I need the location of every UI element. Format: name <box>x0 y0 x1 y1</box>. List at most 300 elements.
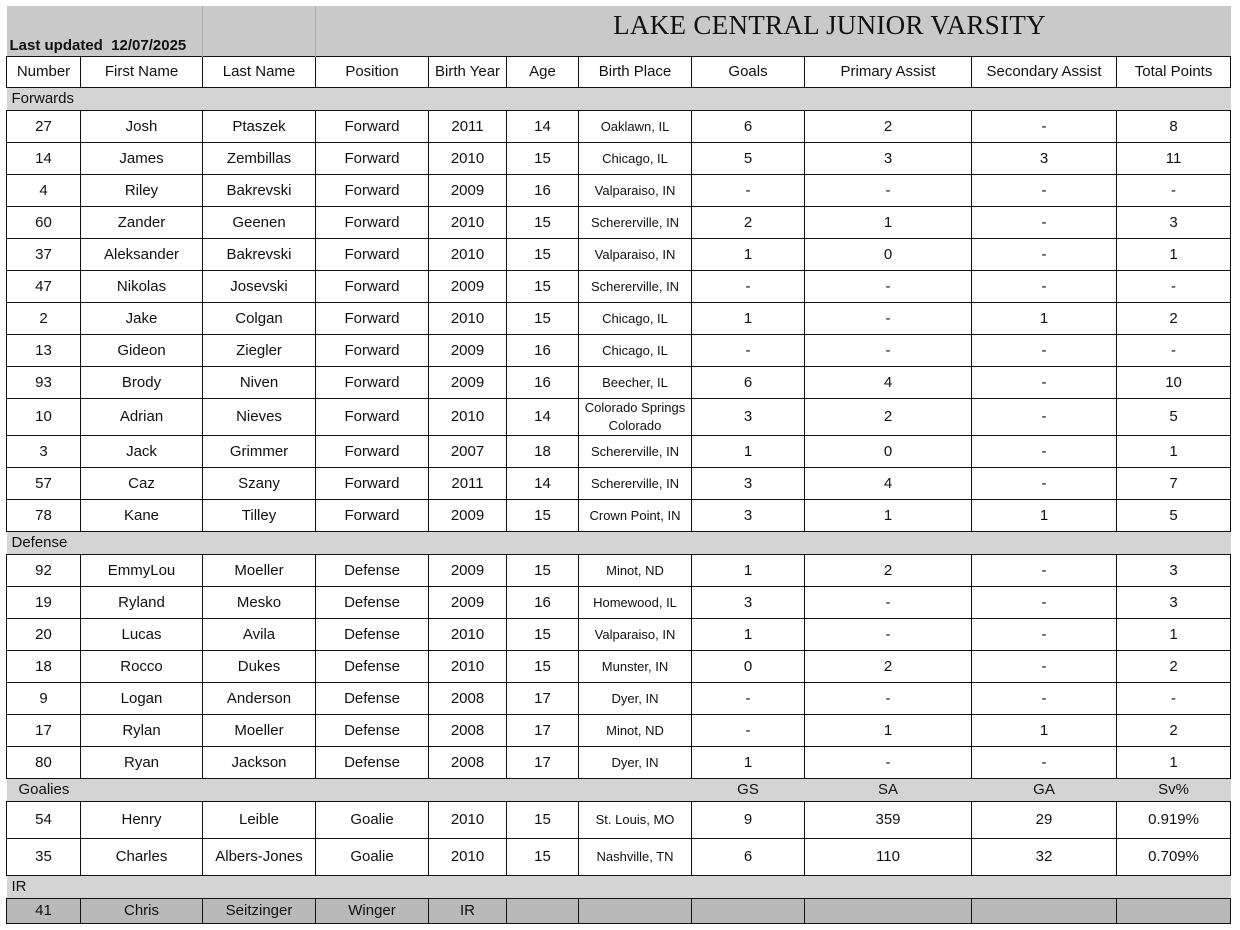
player-secondary-assist: 3 <box>972 142 1117 174</box>
player-goals: 3 <box>692 499 805 531</box>
player-birth-place: St. Louis, MO <box>579 801 692 838</box>
player-birth-place: Minot, ND <box>579 554 692 586</box>
player-birth-place: Beecher, IL <box>579 366 692 398</box>
table-row <box>7 270 1231 302</box>
player-position: Forward <box>316 110 429 142</box>
player-secondary-assist: - <box>972 682 1117 714</box>
player-number: 35 <box>7 838 81 875</box>
empty-cell <box>1117 898 1231 923</box>
empty-cell <box>507 898 579 923</box>
player-total-points: - <box>1117 334 1231 366</box>
player-number: 80 <box>7 746 81 778</box>
player-position: Defense <box>316 586 429 618</box>
player-goals: 2 <box>692 206 805 238</box>
player-last-name: Moeller <box>203 554 316 586</box>
player-number: 14 <box>7 142 81 174</box>
goalie-stat-header: GS <box>692 778 805 801</box>
column-header: First Name <box>81 56 203 87</box>
goalie-save-percentage: 0.709% <box>1117 838 1231 875</box>
page-title: LAKE CENTRAL JUNIOR VARSITY <box>429 6 1231 56</box>
player-birth-place: Crown Point, IN <box>579 499 692 531</box>
player-goals: 1 <box>692 746 805 778</box>
player-birth-place: Valparaiso, IN <box>579 618 692 650</box>
player-total-points: 3 <box>1117 206 1231 238</box>
player-first-name: Chris <box>81 898 203 923</box>
goalie-shots-against: 110 <box>805 838 972 875</box>
player-age: 15 <box>507 650 579 682</box>
table-row <box>7 898 1231 923</box>
player-last-name: Josevski <box>203 270 316 302</box>
player-birth-place: Dyer, IN <box>579 746 692 778</box>
player-secondary-assist: - <box>972 467 1117 499</box>
player-birth-year: 2007 <box>429 435 507 467</box>
column-header: Age <box>507 56 579 87</box>
player-last-name: Tilley <box>203 499 316 531</box>
player-birth-place: Schererville, IN <box>579 435 692 467</box>
player-birth-year: 2010 <box>429 206 507 238</box>
player-total-points: 5 <box>1117 499 1231 531</box>
player-birth-year: 2010 <box>429 650 507 682</box>
player-number: 92 <box>7 554 81 586</box>
player-secondary-assist: - <box>972 586 1117 618</box>
player-birth-place: Nashville, TN <box>579 838 692 875</box>
player-number: 37 <box>7 238 81 270</box>
goalie-games-started: 9 <box>692 801 805 838</box>
player-age: 16 <box>507 366 579 398</box>
column-header: Birth Place <box>579 56 692 87</box>
player-age: 14 <box>507 110 579 142</box>
player-primary-assist: - <box>805 682 972 714</box>
section-label: Forwards <box>7 87 1231 110</box>
table-row <box>7 618 1231 650</box>
player-goals: 6 <box>692 366 805 398</box>
player-primary-assist: 2 <box>805 650 972 682</box>
table-row <box>7 586 1231 618</box>
player-number: 27 <box>7 110 81 142</box>
player-secondary-assist: - <box>972 554 1117 586</box>
player-secondary-assist: - <box>972 238 1117 270</box>
player-last-name: Dukes <box>203 650 316 682</box>
player-number: 17 <box>7 714 81 746</box>
player-last-name: Geenen <box>203 206 316 238</box>
table-row <box>7 142 1231 174</box>
player-primary-assist: 1 <box>805 499 972 531</box>
player-age: 15 <box>507 206 579 238</box>
player-last-name: Zembillas <box>203 142 316 174</box>
player-primary-assist: 0 <box>805 435 972 467</box>
player-birth-place: Schererville, IN <box>579 270 692 302</box>
player-primary-assist: 2 <box>805 398 972 435</box>
player-last-name: Szany <box>203 467 316 499</box>
player-birth-year: 2010 <box>429 238 507 270</box>
player-secondary-assist: - <box>972 398 1117 435</box>
player-first-name: Riley <box>81 174 203 206</box>
player-secondary-assist: - <box>972 435 1117 467</box>
player-number: 93 <box>7 366 81 398</box>
player-last-name: Bakrevski <box>203 174 316 206</box>
player-age: 15 <box>507 238 579 270</box>
table-row <box>7 838 1231 875</box>
player-first-name: Charles <box>81 838 203 875</box>
player-last-name: Seitzinger <box>203 898 316 923</box>
table-row <box>7 435 1231 467</box>
player-total-points: 10 <box>1117 366 1231 398</box>
player-first-name: Ryland <box>81 586 203 618</box>
player-primary-assist: 3 <box>805 142 972 174</box>
table-row <box>7 801 1231 838</box>
player-position: Defense <box>316 650 429 682</box>
player-birth-place: Colorado Springs Colorado <box>579 398 692 435</box>
player-position: Forward <box>316 398 429 435</box>
player-birth-year: 2010 <box>429 801 507 838</box>
last-updated <box>7 6 203 56</box>
player-secondary-assist: - <box>972 334 1117 366</box>
player-first-name: Gideon <box>81 334 203 366</box>
player-birth-year: 2009 <box>429 499 507 531</box>
player-birth-year: 2009 <box>429 334 507 366</box>
player-last-name: Mesko <box>203 586 316 618</box>
player-first-name: Aleksander <box>81 238 203 270</box>
player-position: Forward <box>316 366 429 398</box>
player-number: 54 <box>7 801 81 838</box>
player-number: 4 <box>7 174 81 206</box>
player-goals: 1 <box>692 302 805 334</box>
player-age: 17 <box>507 714 579 746</box>
player-position: Forward <box>316 302 429 334</box>
player-birth-place: Oaklawn, IL <box>579 110 692 142</box>
player-total-points: - <box>1117 174 1231 206</box>
player-secondary-assist: - <box>972 366 1117 398</box>
player-position: Defense <box>316 682 429 714</box>
section-goalies <box>7 778 1231 801</box>
table-row <box>7 334 1231 366</box>
player-last-name: Jackson <box>203 746 316 778</box>
player-birth-year: 2008 <box>429 714 507 746</box>
player-first-name: Jake <box>81 302 203 334</box>
last-updated-date: 12/07/2025 <box>111 36 187 54</box>
column-header: Total Points <box>1117 56 1231 87</box>
player-age: 15 <box>507 618 579 650</box>
player-first-name: Rocco <box>81 650 203 682</box>
player-age: 18 <box>507 435 579 467</box>
player-birth-place: Chicago, IL <box>579 302 692 334</box>
player-last-name: Nieves <box>203 398 316 435</box>
player-age: 15 <box>507 142 579 174</box>
player-position: Goalie <box>316 801 429 838</box>
player-primary-assist: 0 <box>805 238 972 270</box>
player-status: IR <box>429 898 507 923</box>
player-position: Forward <box>316 174 429 206</box>
player-total-points: 2 <box>1117 302 1231 334</box>
player-first-name: EmmyLou <box>81 554 203 586</box>
player-position: Forward <box>316 238 429 270</box>
player-first-name: Caz <box>81 467 203 499</box>
player-position: Defense <box>316 746 429 778</box>
player-goals: - <box>692 334 805 366</box>
player-total-points: 11 <box>1117 142 1231 174</box>
player-age: 16 <box>507 174 579 206</box>
player-goals: 1 <box>692 554 805 586</box>
player-total-points: 1 <box>1117 435 1231 467</box>
player-position: Defense <box>316 618 429 650</box>
player-number: 57 <box>7 467 81 499</box>
player-primary-assist: 4 <box>805 467 972 499</box>
player-position: Forward <box>316 334 429 366</box>
goalie-goals-against: 29 <box>972 801 1117 838</box>
player-last-name: Niven <box>203 366 316 398</box>
goalie-stat-header: SA <box>805 778 972 801</box>
player-number: 2 <box>7 302 81 334</box>
player-age: 15 <box>507 302 579 334</box>
column-header: Goals <box>692 56 805 87</box>
player-first-name: Brody <box>81 366 203 398</box>
player-primary-assist: 4 <box>805 366 972 398</box>
player-first-name: Rylan <box>81 714 203 746</box>
player-age: 17 <box>507 682 579 714</box>
player-goals: 6 <box>692 110 805 142</box>
player-secondary-assist: - <box>972 746 1117 778</box>
player-age: 15 <box>507 838 579 875</box>
player-number: 78 <box>7 499 81 531</box>
player-total-points: 1 <box>1117 746 1231 778</box>
player-birth-place: Munster, IN <box>579 650 692 682</box>
player-primary-assist: - <box>805 746 972 778</box>
player-number: 3 <box>7 435 81 467</box>
player-total-points: - <box>1117 682 1231 714</box>
table-row <box>7 746 1231 778</box>
player-birth-place: Valparaiso, IN <box>579 238 692 270</box>
player-birth-place: Minot, ND <box>579 714 692 746</box>
player-position: Forward <box>316 467 429 499</box>
last-updated-label: Last updated <box>9 36 103 54</box>
player-birth-year: 2008 <box>429 746 507 778</box>
player-age: 15 <box>507 801 579 838</box>
goalie-stat-header: GA <box>972 778 1117 801</box>
player-position: Forward <box>316 142 429 174</box>
table-row <box>7 110 1231 142</box>
player-position: Forward <box>316 206 429 238</box>
player-birth-year: 2010 <box>429 838 507 875</box>
empty-cell <box>972 898 1117 923</box>
player-number: 9 <box>7 682 81 714</box>
player-birth-place: Valparaiso, IN <box>579 174 692 206</box>
player-birth-year: 2010 <box>429 142 507 174</box>
player-goals: 1 <box>692 238 805 270</box>
player-birth-place: Chicago, IL <box>579 334 692 366</box>
goalie-games-started: 6 <box>692 838 805 875</box>
player-first-name: Zander <box>81 206 203 238</box>
player-primary-assist: 1 <box>805 206 972 238</box>
player-first-name: Lucas <box>81 618 203 650</box>
goalie-goals-against: 32 <box>972 838 1117 875</box>
player-position: Forward <box>316 435 429 467</box>
player-birth-year: 2009 <box>429 366 507 398</box>
player-total-points: 1 <box>1117 618 1231 650</box>
player-position: Forward <box>316 499 429 531</box>
player-primary-assist: - <box>805 270 972 302</box>
player-goals: 0 <box>692 650 805 682</box>
table-row <box>7 650 1231 682</box>
player-birth-place: Schererville, IN <box>579 206 692 238</box>
player-secondary-assist: - <box>972 618 1117 650</box>
player-number: 47 <box>7 270 81 302</box>
player-primary-assist: - <box>805 334 972 366</box>
player-birth-year: 2009 <box>429 586 507 618</box>
player-first-name: Ryan <box>81 746 203 778</box>
player-total-points: - <box>1117 270 1231 302</box>
table-row <box>7 398 1231 435</box>
player-total-points: 8 <box>1117 110 1231 142</box>
table-row <box>7 554 1231 586</box>
player-position: Winger <box>316 898 429 923</box>
player-secondary-assist: 1 <box>972 302 1117 334</box>
player-age: 16 <box>507 334 579 366</box>
player-total-points: 3 <box>1117 586 1231 618</box>
section-label: Defense <box>7 531 1231 554</box>
player-first-name: Logan <box>81 682 203 714</box>
player-last-name: Grimmer <box>203 435 316 467</box>
player-last-name: Bakrevski <box>203 238 316 270</box>
player-total-points: 5 <box>1117 398 1231 435</box>
table-row <box>7 302 1231 334</box>
player-total-points: 2 <box>1117 714 1231 746</box>
player-position: Goalie <box>316 838 429 875</box>
section-label: IR <box>7 875 1231 898</box>
player-birth-year: 2010 <box>429 302 507 334</box>
player-birth-year: 2010 <box>429 398 507 435</box>
player-first-name: Nikolas <box>81 270 203 302</box>
section-ir <box>7 875 1231 898</box>
player-total-points: 7 <box>1117 467 1231 499</box>
player-age: 14 <box>507 398 579 435</box>
player-secondary-assist: - <box>972 110 1117 142</box>
player-last-name: Albers-Jones <box>203 838 316 875</box>
player-first-name: Adrian <box>81 398 203 435</box>
empty-cell <box>692 898 805 923</box>
player-birth-year: 2011 <box>429 467 507 499</box>
player-number: 60 <box>7 206 81 238</box>
player-birth-year: 2011 <box>429 110 507 142</box>
player-birth-year: 2009 <box>429 270 507 302</box>
player-number: 10 <box>7 398 81 435</box>
player-first-name: Josh <box>81 110 203 142</box>
table-row <box>7 174 1231 206</box>
column-header: Secondary Assist <box>972 56 1117 87</box>
player-goals: 5 <box>692 142 805 174</box>
column-header: Number <box>7 56 81 87</box>
section-forwards <box>7 87 1231 110</box>
player-last-name: Leible <box>203 801 316 838</box>
player-last-name: Colgan <box>203 302 316 334</box>
player-goals: - <box>692 174 805 206</box>
player-age: 16 <box>507 586 579 618</box>
player-primary-assist: 2 <box>805 554 972 586</box>
player-goals: - <box>692 714 805 746</box>
player-birth-year: 2009 <box>429 554 507 586</box>
player-primary-assist: - <box>805 174 972 206</box>
column-header: Last Name <box>203 56 316 87</box>
table-row <box>7 467 1231 499</box>
goalie-save-percentage: 0.919% <box>1117 801 1231 838</box>
player-number: 41 <box>7 898 81 923</box>
player-total-points: 3 <box>1117 554 1231 586</box>
empty-cell <box>805 898 972 923</box>
player-number: 19 <box>7 586 81 618</box>
player-goals: 3 <box>692 586 805 618</box>
column-header: Position <box>316 56 429 87</box>
player-primary-assist: - <box>805 618 972 650</box>
player-primary-assist: 1 <box>805 714 972 746</box>
player-first-name: Jack <box>81 435 203 467</box>
empty-cell <box>579 898 692 923</box>
player-last-name: Moeller <box>203 714 316 746</box>
player-position: Defense <box>316 714 429 746</box>
player-age: 15 <box>507 270 579 302</box>
player-age: 17 <box>507 746 579 778</box>
goalie-stat-header: Sv% <box>1117 778 1231 801</box>
section-label: Goalies <box>7 778 692 801</box>
player-position: Forward <box>316 270 429 302</box>
player-age: 15 <box>507 554 579 586</box>
player-number: 13 <box>7 334 81 366</box>
player-birth-year: 2008 <box>429 682 507 714</box>
player-age: 15 <box>507 499 579 531</box>
column-header: Primary Assist <box>805 56 972 87</box>
player-secondary-assist: - <box>972 174 1117 206</box>
player-secondary-assist: - <box>972 270 1117 302</box>
roster-table <box>6 6 1231 924</box>
table-row <box>7 206 1231 238</box>
player-total-points: 1 <box>1117 238 1231 270</box>
player-primary-assist: 2 <box>805 110 972 142</box>
player-primary-assist: - <box>805 302 972 334</box>
player-birth-place: Homewood, IL <box>579 586 692 618</box>
player-last-name: Anderson <box>203 682 316 714</box>
player-goals: 1 <box>692 435 805 467</box>
table-row <box>7 499 1231 531</box>
column-header: Birth Year <box>429 56 507 87</box>
player-goals: - <box>692 270 805 302</box>
player-number: 18 <box>7 650 81 682</box>
player-goals: 1 <box>692 618 805 650</box>
player-last-name: Ptaszek <box>203 110 316 142</box>
player-secondary-assist: - <box>972 206 1117 238</box>
player-goals: - <box>692 682 805 714</box>
player-number: 20 <box>7 618 81 650</box>
player-primary-assist: - <box>805 586 972 618</box>
player-birth-place: Chicago, IL <box>579 142 692 174</box>
table-row <box>7 366 1231 398</box>
table-row <box>7 714 1231 746</box>
section-defense <box>7 531 1231 554</box>
player-last-name: Ziegler <box>203 334 316 366</box>
player-age: 14 <box>507 467 579 499</box>
player-position: Defense <box>316 554 429 586</box>
table-row <box>7 238 1231 270</box>
player-first-name: James <box>81 142 203 174</box>
player-birth-place: Dyer, IN <box>579 682 692 714</box>
player-secondary-assist: 1 <box>972 714 1117 746</box>
table-row <box>7 682 1231 714</box>
player-birth-place: Schererville, IN <box>579 467 692 499</box>
player-goals: 3 <box>692 467 805 499</box>
player-secondary-assist: 1 <box>972 499 1117 531</box>
player-total-points: 2 <box>1117 650 1231 682</box>
player-birth-year: 2009 <box>429 174 507 206</box>
player-first-name: Henry <box>81 801 203 838</box>
player-goals: 3 <box>692 398 805 435</box>
goalie-shots-against: 359 <box>805 801 972 838</box>
